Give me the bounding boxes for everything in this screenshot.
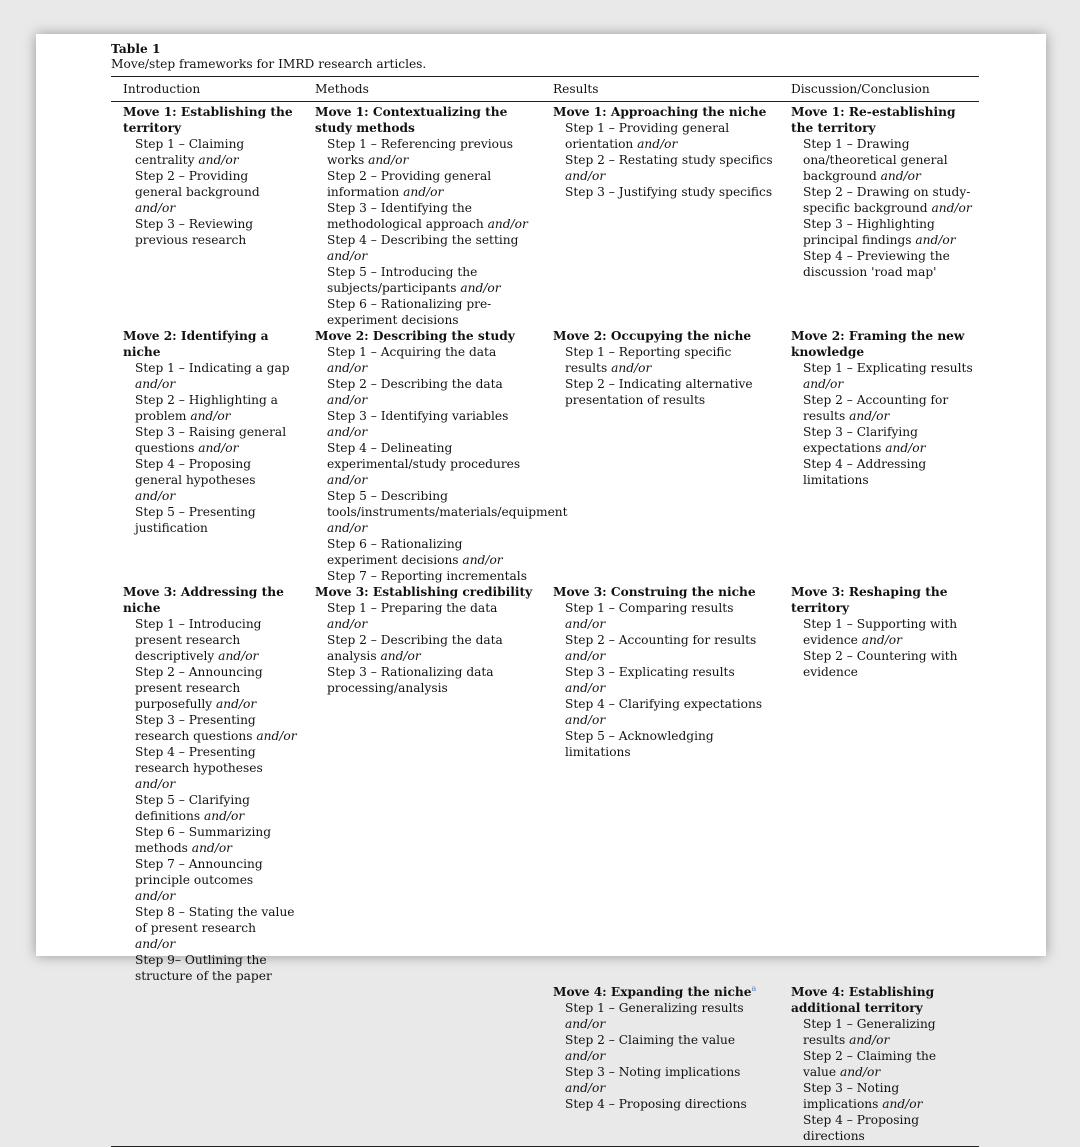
step-connector: and/or <box>327 473 368 487</box>
step-text: Step 1 – Drawing ona/theoretical general background <box>803 137 948 183</box>
step-text: Step 6 – Rationalizing experiment decisions <box>327 537 463 567</box>
step-text: Step 3 – Raising general questions <box>135 425 287 455</box>
move-heading <box>791 104 973 136</box>
step-connector: and/or <box>849 1033 890 1047</box>
step-text: Step 2 – Drawing on study-specific background <box>803 185 971 215</box>
move-title: Move 2: Occupying the niche <box>553 329 752 343</box>
step-text: Step 3 – Justifying study specifics <box>565 185 773 199</box>
step-item <box>123 664 297 712</box>
step-text: Step 3 – Explicating results <box>565 665 735 679</box>
step-item <box>791 136 973 184</box>
move-heading <box>123 328 297 360</box>
step-connector: and/or <box>327 393 368 407</box>
cell-discussion-move-2 <box>779 328 979 584</box>
step-connector: and/or <box>204 809 245 823</box>
move-title: Move 1: Establishing the territory <box>123 105 293 135</box>
move-heading <box>315 584 535 600</box>
step-text: Step 7 – Announcing principle outcomes <box>135 857 263 887</box>
step-connector: and/or <box>840 1065 881 1079</box>
header-methods: Methods <box>303 77 541 102</box>
step-item <box>315 488 568 536</box>
step-text: Step 8 – Stating the value of present research <box>135 905 295 935</box>
step-connector: and/or <box>135 377 176 391</box>
step-text: Step 4 – Proposing general hypotheses <box>135 457 256 487</box>
table-label: Table 1 <box>111 42 161 56</box>
step-text: Step 4 – Presenting research hypotheses <box>135 745 263 775</box>
step-connector: and/or <box>882 1097 923 1111</box>
step-connector: and/or <box>135 937 176 951</box>
footnote-link[interactable]: a <box>751 983 757 993</box>
step-text: Step 9– Outlining the structure of the paper <box>135 953 272 983</box>
step-item <box>123 424 297 456</box>
step-item <box>553 1096 773 1112</box>
step-text: Step 1 – Generalizing results <box>803 1017 936 1047</box>
cell-discussion-move-1 <box>779 102 979 329</box>
step-connector: and/or <box>135 201 176 215</box>
step-connector: and/or <box>368 153 409 167</box>
step-item <box>123 216 297 248</box>
step-item <box>553 632 773 664</box>
move-title: Move 3: Reshaping the territory <box>791 585 948 615</box>
step-item <box>315 168 535 200</box>
step-item <box>791 216 973 248</box>
step-item <box>553 152 773 184</box>
step-text: Step 2 – Accounting for results <box>565 633 757 647</box>
step-connector: and/or <box>190 409 231 423</box>
step-text: Step 1 – Generalizing results <box>565 1001 744 1015</box>
step-connector: and/or <box>460 281 501 295</box>
step-item <box>791 184 973 216</box>
step-text: Step 7 – Reporting incrementals <box>327 569 527 583</box>
step-connector: and/or <box>915 233 956 247</box>
step-connector: and/or <box>565 649 606 663</box>
step-text: Step 4 – Addressing limitations <box>803 457 927 487</box>
step-item <box>315 344 535 376</box>
step-connector: and/or <box>880 169 921 183</box>
move-heading <box>553 984 773 1000</box>
step-item <box>553 1000 773 1032</box>
step-item <box>553 1032 773 1064</box>
step-text: Step 1 – Introducing present research descriptively <box>135 617 262 663</box>
step-connector: and/or <box>565 617 606 631</box>
move-title: Move 4: Establishing additional territory <box>791 985 935 1015</box>
step-item <box>315 200 535 232</box>
step-text: Step 4 – Previewing the discussion 'road map' <box>803 249 950 279</box>
step-connector: and/or <box>565 713 606 727</box>
header-row <box>111 77 979 102</box>
step-text: Step 1 – Indicating a gap <box>135 361 290 375</box>
cell-methods-move-3 <box>303 584 541 984</box>
cell-results-move-2 <box>541 328 779 584</box>
step-text: Step 4 – Proposing directions <box>803 1113 920 1143</box>
step-item <box>553 1064 773 1096</box>
step-text: Step 1 – Comparing results <box>565 601 734 615</box>
step-item <box>123 824 297 856</box>
table-row <box>111 584 979 984</box>
step-connector: and/or <box>803 377 844 391</box>
step-connector: and/or <box>256 729 297 743</box>
step-text: Step 2 – Describing the data analysis <box>327 633 503 663</box>
step-text: Step 1 – Claiming centrality <box>135 137 245 167</box>
step-text: Step 2 – Providing general information <box>327 169 492 199</box>
step-text: Step 2 – Announcing present research purposefully <box>135 665 263 711</box>
step-item <box>123 456 297 504</box>
step-text: Step 3 – Presenting research questions <box>135 713 256 743</box>
step-text: Step 3 – Reviewing previous research <box>135 217 254 247</box>
step-connector: and/or <box>218 649 259 663</box>
step-text: Step 5 – Describing tools/instruments/materials/equipment <box>327 489 568 519</box>
cell-methods-move-4 <box>303 984 541 1147</box>
header-discussion: Discussion/Conclusion <box>779 77 979 102</box>
step-connector: and/or <box>861 633 902 647</box>
step-connector: and/or <box>380 649 421 663</box>
step-connector: and/or <box>198 153 239 167</box>
step-item <box>123 712 297 744</box>
step-connector: and/or <box>611 361 652 375</box>
step-item <box>123 744 297 792</box>
move-heading <box>123 584 297 616</box>
step-item <box>791 248 973 280</box>
step-item <box>791 456 973 488</box>
cell-introduction-move-2 <box>111 328 303 584</box>
step-connector: and/or <box>487 217 528 231</box>
step-item <box>553 344 773 376</box>
step-item <box>553 376 773 408</box>
step-item <box>123 504 297 536</box>
step-text: Step 6 – Summarizing methods <box>135 825 272 855</box>
step-connector: and/or <box>565 681 606 695</box>
step-item <box>553 120 773 152</box>
step-item <box>315 664 535 696</box>
move-title: Move 1: Re-establishing the territory <box>791 105 956 135</box>
move-title: Move 1: Approaching the niche <box>553 105 767 119</box>
step-connector: and/or <box>403 185 444 199</box>
step-item <box>791 1112 973 1144</box>
step-item <box>123 616 297 664</box>
move-title: Move 2: Identifying a niche <box>123 329 269 359</box>
step-text: Step 3 – Rationalizing data processing/analysis <box>327 665 494 695</box>
step-connector: and/or <box>135 489 176 503</box>
step-text: Step 1 – Acquiring the data <box>327 345 497 359</box>
step-text: Step 2 – Claiming the value <box>565 1033 736 1047</box>
move-step-table <box>111 76 979 1147</box>
step-item <box>791 392 973 424</box>
move-heading <box>791 584 973 616</box>
step-item <box>791 1016 973 1048</box>
step-text: Step 2 – Describing the data <box>327 377 503 391</box>
step-text: Step 2 – Accounting for results <box>803 393 949 423</box>
step-connector: and/or <box>885 441 926 455</box>
step-connector: and/or <box>565 1017 606 1031</box>
step-item <box>791 648 973 680</box>
step-text: Step 6 – Rationalizing pre-experiment decisions <box>327 297 492 327</box>
step-item <box>315 136 535 168</box>
move-heading <box>553 584 773 600</box>
step-connector: and/or <box>931 201 972 215</box>
step-item <box>553 184 773 200</box>
step-text: Step 3 – Clarifying expectations <box>803 425 918 455</box>
step-item <box>315 408 535 440</box>
step-text: Step 3 – Identifying variables <box>327 409 509 423</box>
move-heading <box>553 104 773 120</box>
step-text: Step 3 – Noting implications <box>803 1081 900 1111</box>
step-item <box>315 440 535 488</box>
step-connector: and/or <box>327 425 368 439</box>
table-row <box>111 102 979 329</box>
step-text: Step 1 – Preparing the data <box>327 601 498 615</box>
document-page <box>36 34 1046 1143</box>
header-introduction: Introduction <box>111 77 303 102</box>
move-heading <box>315 104 535 136</box>
move-heading <box>791 328 973 360</box>
step-item <box>791 1048 973 1080</box>
step-connector: and/or <box>216 697 257 711</box>
move-title: Move 1: Contextualizing the study methods <box>315 105 508 135</box>
move-title: Move 2: Describing the study <box>315 329 515 343</box>
cell-methods-move-2 <box>303 328 568 584</box>
step-item <box>315 264 535 296</box>
step-item <box>123 856 297 904</box>
step-item <box>553 728 773 760</box>
step-connector: and/or <box>849 409 890 423</box>
table-row <box>111 328 979 584</box>
step-text: Step 2 – Claiming the value <box>803 1049 937 1079</box>
step-connector: and/or <box>565 1081 606 1095</box>
move-heading <box>315 328 535 344</box>
move-title: Move 4: Expanding the niche <box>553 985 752 999</box>
step-item <box>791 360 973 392</box>
step-text: Step 4 – Clarifying expectations <box>565 697 763 711</box>
move-title: Move 2: Framing the new knowledge <box>791 329 965 359</box>
step-text: Step 4 – Delineating experimental/study procedures <box>327 441 521 471</box>
step-text: Step 5 – Presenting justification <box>135 505 256 535</box>
table-row <box>111 984 979 1147</box>
step-item <box>315 632 535 664</box>
step-connector: and/or <box>637 137 678 151</box>
step-connector: and/or <box>462 553 503 567</box>
step-item <box>553 600 773 632</box>
step-item <box>315 376 535 408</box>
step-item <box>123 904 297 952</box>
cell-introduction-move-3 <box>111 584 303 984</box>
step-text: Step 3 – Identifying the methodological approach <box>327 201 484 231</box>
table-caption: Move/step frameworks for IMRD research articles. <box>111 57 427 71</box>
step-connector: and/or <box>198 441 239 455</box>
step-item <box>123 360 297 392</box>
move-title: Move 3: Establishing credibility <box>315 585 533 599</box>
move-heading <box>553 328 773 344</box>
cell-introduction-move-4 <box>111 984 303 1147</box>
cell-discussion-move-3 <box>779 584 979 984</box>
step-text: Step 1 – Supporting with evidence <box>803 617 958 647</box>
cell-results-move-3 <box>541 584 779 984</box>
step-item <box>123 392 297 424</box>
step-text: Step 2 – Countering with evidence <box>803 649 958 679</box>
step-text: Step 1 – Reporting specific results <box>565 345 732 375</box>
step-item <box>553 664 773 696</box>
step-connector: and/or <box>327 521 368 535</box>
step-item <box>123 792 297 824</box>
step-item <box>123 168 297 216</box>
step-connector: and/or <box>565 1049 606 1063</box>
step-text: Step 1 – Providing general orientation <box>565 121 730 151</box>
header-results: Results <box>541 77 779 102</box>
step-item <box>123 952 297 984</box>
step-text: Step 4 – Proposing directions <box>565 1097 747 1111</box>
move-heading <box>791 984 973 1016</box>
step-text: Step 5 – Introducing the subjects/participants <box>327 265 478 295</box>
step-item <box>315 232 535 264</box>
step-connector: and/or <box>135 889 176 903</box>
move-title: Move 3: Addressing the niche <box>123 585 284 615</box>
step-text: Step 2 – Highlighting a problem <box>135 393 278 423</box>
step-connector: and/or <box>327 361 368 375</box>
step-connector: and/or <box>191 841 232 855</box>
step-text: Step 4 – Describing the setting <box>327 233 519 247</box>
step-text: Step 2 – Restating study specifics <box>565 153 773 167</box>
step-text: Step 1 – Referencing previous works <box>327 137 514 167</box>
step-item <box>553 696 773 728</box>
step-text: Step 2 – Providing general background <box>135 169 260 199</box>
step-item <box>315 296 535 328</box>
step-text: Step 5 – Clarifying definitions <box>135 793 250 823</box>
step-connector: and/or <box>327 617 368 631</box>
step-item <box>791 616 973 648</box>
move-title: Move 3: Construing the niche <box>553 585 756 599</box>
step-item <box>123 136 297 168</box>
cell-methods-move-1 <box>303 102 541 329</box>
step-item <box>315 568 535 584</box>
step-text: Step 5 – Acknowledging limitations <box>565 729 714 759</box>
cell-discussion-move-4 <box>779 984 979 1147</box>
step-item <box>791 1080 973 1112</box>
step-item <box>791 424 973 456</box>
step-text: Step 1 – Explicating results <box>803 361 973 375</box>
step-connector: and/or <box>327 249 368 263</box>
step-connector: and/or <box>565 169 606 183</box>
table-block <box>111 42 979 1147</box>
step-text: Step 2 – Indicating alternative presentation of results <box>565 377 753 407</box>
step-text: Step 3 – Highlighting principal findings <box>803 217 935 247</box>
step-connector: and/or <box>135 777 176 791</box>
cell-introduction-move-1 <box>111 102 303 329</box>
move-heading <box>123 104 297 136</box>
step-text: Step 3 – Noting implications <box>565 1065 741 1079</box>
cell-results-move-1 <box>541 102 779 329</box>
step-item <box>315 536 535 568</box>
step-item <box>315 600 535 632</box>
table-body <box>111 102 979 1147</box>
cell-results-move-4 <box>541 984 779 1147</box>
